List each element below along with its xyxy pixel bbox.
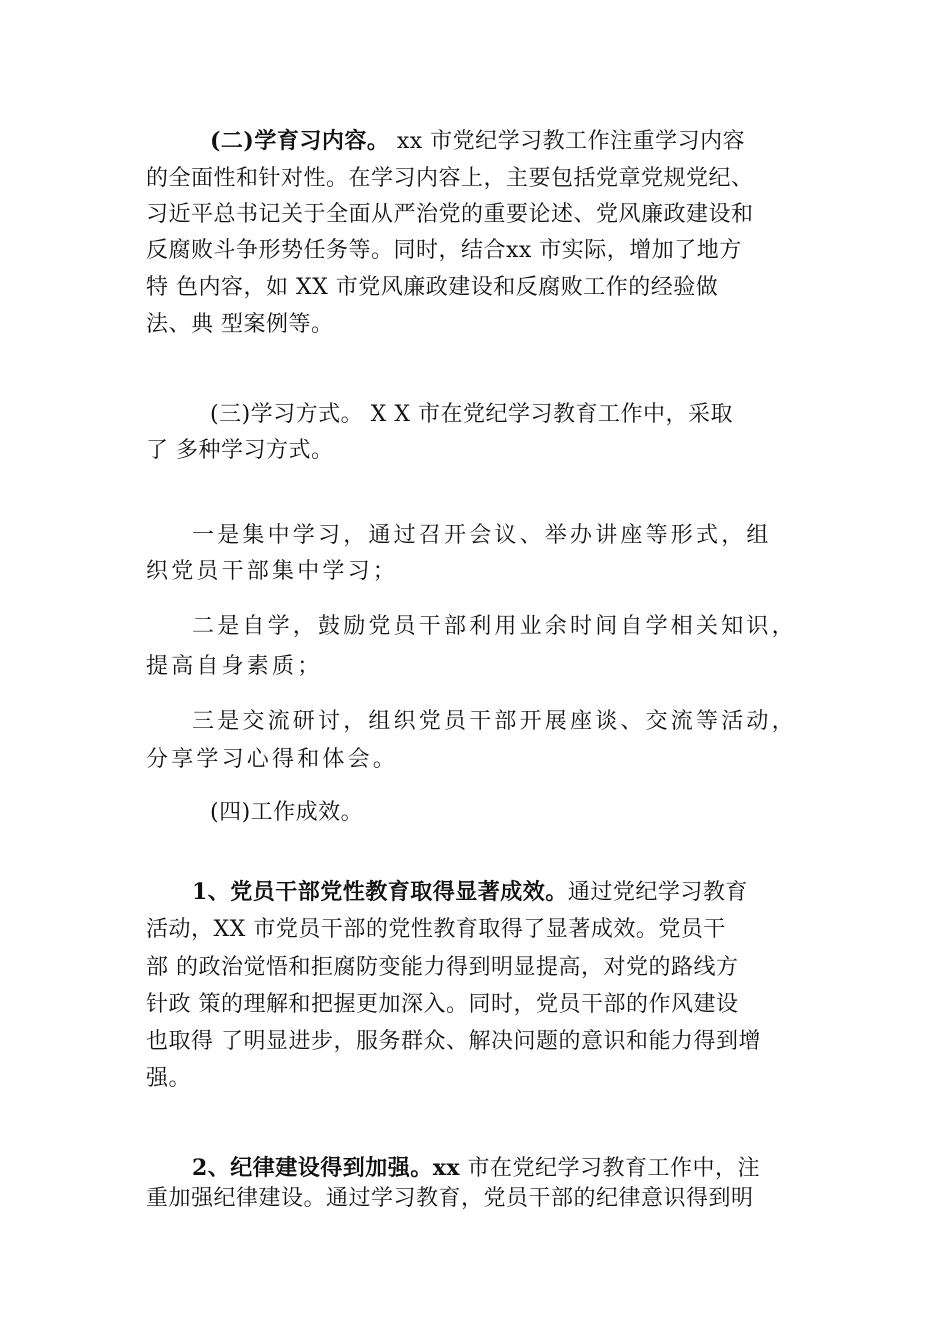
method-1-line-1: 一是集中学习，通过召开会议、举办讲座等形式，组 [192, 523, 772, 548]
method-3-line-1: 三是交流研讨，组织党员干部开展座谈、交流等活动， [192, 709, 797, 734]
method-2-line-1: 二是自学，鼓励党员干部利用业余时间自学相关知识， [192, 614, 797, 639]
result-1-line-3: 部 的政治觉悟和拒腐防变能力得到明显提高，对党的路线方 [146, 955, 739, 980]
result-1-heading: 1、党员干部党性教育取得显著成效。 [192, 879, 568, 905]
section-2-line-3: 习近平总书记关于全面从严治党的重要论述、党风廉政建设和 [146, 202, 754, 227]
section-3-line-1: (三)学习方式。 X X 市在党纪学习教育工作中，采取 [210, 402, 733, 427]
result-1-line-1-text: 通过党纪学习教育 [567, 880, 748, 905]
section-2-line-6: 法、典 型案例等。 [146, 312, 334, 337]
section-4-heading: (四)工作成效。 [210, 800, 364, 825]
section-2-heading: (二)学育习内容。 [210, 128, 390, 154]
result-2-heading: 2、纪律建设得到加强。xx [192, 1155, 461, 1181]
result-2-line-1-text: 市在党纪学习教育工作中，注 [460, 1156, 761, 1181]
result-1-line-6: 强。 [146, 1066, 192, 1091]
result-1-line-5: 也取得 了明显进步，服务群众、解决问题的意识和能力得到增 [146, 1029, 761, 1054]
section-2-line-4: 反腐败斗争形势任务等。同时，结合xx 市实际，增加了地方 [146, 238, 742, 263]
result-1-line-4: 针政 策的理解和把握更加深入。同时，党员干部的作风建设 [146, 992, 739, 1017]
section-2-line-5: 特 色内容，如 XX 市党风廉政建设和反腐败工作的经验做 [146, 275, 719, 300]
method-2-line-2: 提高自身素质； [146, 654, 323, 679]
result-2-line-1 [192, 1153, 760, 1184]
section-2-line-2: 的全面性和针对性。在学习内容上，主要包括党章党规党纪、 [146, 166, 754, 191]
section-3-line-2: 了 多种学习方式。 [146, 438, 334, 463]
result-1-line-1 [192, 877, 748, 908]
section-2-line-1-text: xx 市党纪学习教工作注重学习内容 [389, 129, 746, 154]
method-1-line-2: 织党员干部集中学习； [146, 559, 399, 584]
result-2-line-2: 重加强纪律建设。通过学习教育，党员干部的纪律意识得到明 [146, 1186, 754, 1211]
result-1-line-2: 活动，XX 市党员干部的党性教育取得了显著成效。党员干 [146, 917, 726, 942]
method-3-line-2: 分享学习心得和体会。 [146, 747, 399, 772]
section-2-line-1 [210, 126, 745, 157]
